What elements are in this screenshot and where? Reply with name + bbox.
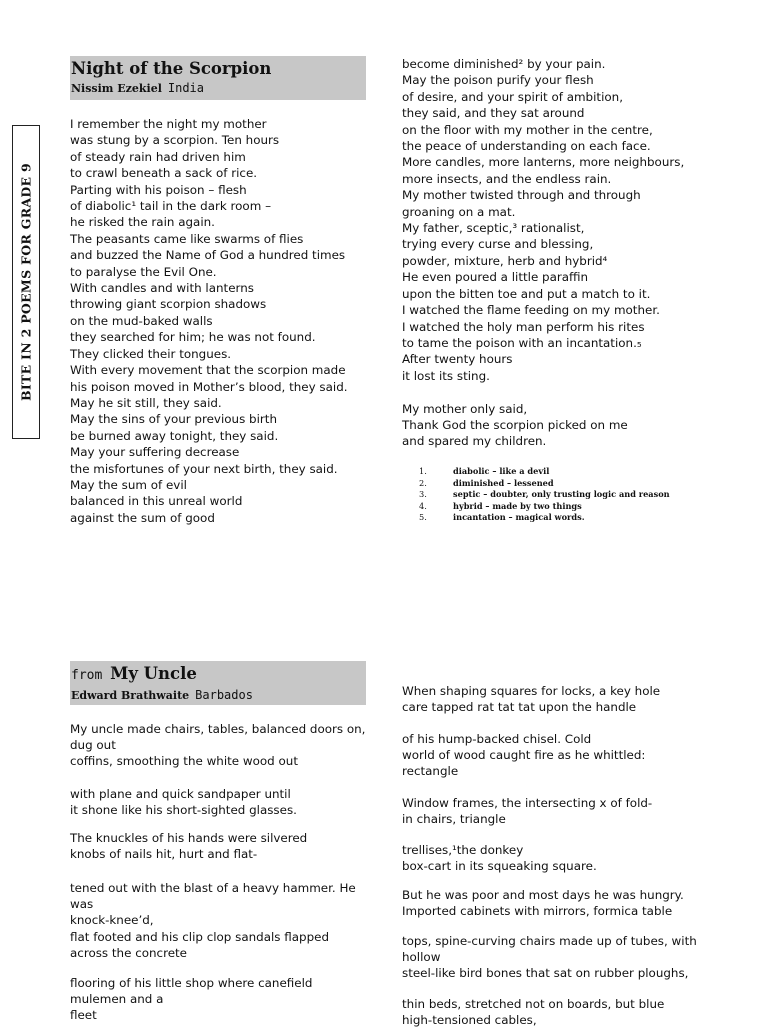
poem2-prefix: from	[71, 668, 103, 683]
poem-line: the misfortunes of your next birth, they said.	[70, 461, 338, 476]
poem-line: They clicked their tongues.	[70, 346, 232, 361]
poem-line: fleet	[70, 1008, 97, 1023]
poem-line: world of wood caught fire as he whittled:	[402, 748, 646, 763]
poem-line: on the floor with my mother in the centre,	[402, 122, 653, 137]
poem-line: groaning on a mat.	[402, 204, 516, 219]
footnote-text: incantation – magical words.	[453, 512, 585, 522]
poem-line: My mother twisted through and through	[402, 188, 641, 203]
footnote-text: diabolic – like a devil	[453, 466, 550, 476]
footnote	[419, 478, 670, 490]
stanza	[70, 786, 370, 818]
poem-line: balanced in this unreal world	[70, 494, 243, 509]
poem-line: more insects, and the endless rain.	[402, 171, 612, 186]
stanza	[402, 842, 702, 874]
poem-line: thin beds, stretched not on boards, but blue	[402, 997, 665, 1011]
poem-line: I watched the holy man perform his rites	[402, 319, 645, 334]
poem-line: trellises,¹the donkey	[402, 843, 524, 857]
footnote-number: 2.	[419, 477, 427, 488]
footnote-text: diminished – lessened	[453, 477, 554, 488]
poem1-byline	[71, 80, 366, 97]
stanza	[402, 683, 702, 715]
poem-line: When shaping squares for locks, a key hole	[402, 684, 661, 698]
poem1-title-box	[70, 56, 366, 100]
footnote	[419, 466, 670, 478]
poem2-author: Edward Brathwaite	[71, 689, 190, 702]
poem-line: to paralyse the Evil One.	[70, 264, 217, 279]
stanza	[70, 721, 370, 770]
poem-line: tops, spine-curving chairs made up of tubes, with	[402, 934, 697, 948]
poem-line: of his hump-backed chisel. Cold	[402, 732, 592, 746]
poem-line: My father, sceptic,³ rationalist,	[402, 221, 585, 236]
poem-line: knobs of nails hit, hurt and flat-	[70, 847, 258, 862]
poem-line: was stung by a scorpion. Ten hours	[70, 133, 280, 148]
poem-line: More candles, more lanterns, more neighbours,	[402, 155, 685, 170]
poem2-title: My Uncle	[110, 664, 197, 683]
poem2-byline	[71, 687, 366, 704]
poem-line: care tapped rat tat tat upon the handle	[402, 700, 637, 715]
poem-line: throwing giant scorpion shadows	[70, 297, 267, 312]
poem-line: and buzzed the Name of God a hundred times	[70, 248, 346, 263]
poem2-country: Barbados	[195, 688, 253, 702]
poem1-left-column	[70, 116, 348, 526]
poem-line: My uncle made chairs, tables, balanced doors on,	[70, 722, 366, 736]
poem-line: was	[70, 897, 94, 912]
poem-line: Imported cabinets with mirrors, formica table	[402, 904, 673, 919]
poem-line: across the concrete	[70, 945, 187, 960]
poem-line: The peasants came like swarms of flies	[70, 231, 304, 246]
poem-line: With every movement that the scorpion made	[70, 363, 346, 378]
poem2-heading	[71, 663, 366, 687]
footnote	[419, 501, 670, 513]
poem-line: steel-like bird bones that sat on rubber ploughs,	[402, 966, 689, 981]
stanza	[402, 887, 702, 919]
poem-line: with plane and quick sandpaper until	[70, 787, 291, 801]
poem-line: May he sit still, they said.	[70, 395, 222, 410]
poem-line: on the mud-baked walls	[70, 313, 213, 328]
poem-line: they searched for him; he was not found.	[70, 330, 316, 345]
poem-line: the peace of understanding on each face.	[402, 139, 651, 154]
poem-line	[402, 384, 684, 400]
footnote-text: septic – doubter, only trusting logic and reason	[453, 489, 670, 499]
footnote-number: 5.	[419, 512, 427, 522]
poem1-right-column	[402, 56, 684, 450]
poem-line: May the sum of evil	[70, 477, 187, 492]
poem1-title: Night of the Scorpion	[71, 59, 272, 78]
poem-line: But he was poor and most days he was hungry.	[402, 888, 684, 902]
stanza	[70, 975, 370, 1024]
footnote-number: 1.	[419, 466, 427, 476]
stanza	[402, 933, 702, 982]
poem-line: May the sins of your previous birth	[70, 412, 277, 427]
poem-line: his poison moved in Mother’s blood, they said.	[70, 379, 348, 394]
footnote	[419, 512, 670, 524]
poem-line: Thank God the scorpion picked on me	[402, 417, 628, 432]
poem-line: they said, and they sat around	[402, 106, 585, 121]
poem-line: to crawl beneath a sack of rice.	[70, 166, 258, 181]
poem-line: trying every curse and blessing,	[402, 237, 594, 252]
poem-line: high-tensioned cables,	[402, 1013, 537, 1028]
poem-line: powder, mixture, herb and hybrid⁴	[402, 253, 608, 268]
poem-line: against the sum of good	[70, 510, 215, 525]
footnote	[419, 489, 670, 501]
stanza	[402, 996, 702, 1028]
poem-line: of diabolic¹ tail in the dark room –	[70, 199, 272, 214]
poem-line: upon the bitten toe and put a match to it.	[402, 286, 651, 301]
poem-line: and spared my children.	[402, 434, 547, 449]
poem-line: He even poured a little paraffin	[402, 270, 589, 285]
poem-line: mulemen and a	[70, 992, 164, 1007]
footnote-text: hybrid – made by two things	[453, 500, 582, 511]
poem-line: it lost its sting.	[402, 368, 490, 383]
poem-line: I watched the flame feeding on my mother.	[402, 303, 660, 318]
poem-line: knock-knee’d,	[70, 913, 154, 928]
poem-line: tened out with the blast of a heavy hammer. He	[70, 881, 356, 895]
side-label-text: BITE IN 2 POEMS FOR GRADE 9	[18, 162, 34, 402]
poem-line: he risked the rain again.	[70, 215, 215, 230]
poem-line: coffins, smoothing the white wood out	[70, 754, 298, 769]
poem1-author: Nissim Ezekiel	[71, 82, 162, 95]
stanza	[402, 731, 702, 780]
footnote-number: 3.	[419, 489, 427, 499]
poem2-title-box	[70, 661, 366, 705]
poem-line: The knuckles of his hands were silvered	[70, 831, 308, 845]
poem-line: rectangle	[402, 764, 459, 779]
footnote-number: 4.	[419, 500, 427, 511]
poem-line: Parting with his poison – flesh	[70, 182, 247, 197]
poem-line: in chairs, triangle	[402, 812, 506, 827]
poem-line: flooring of his little shop where canefield	[70, 976, 313, 990]
poem-line: flat footed and his clip clop sandals flapped	[70, 929, 330, 944]
poem-line: dug out	[70, 738, 116, 753]
poem-line: Window frames, the intersecting x of fold-	[402, 796, 653, 810]
stanza	[402, 795, 702, 827]
poem-line: become diminished² by your pain.	[402, 57, 606, 71]
poem-line: of steady rain had driven him	[70, 149, 246, 164]
poem-line: After twenty hours	[402, 352, 513, 367]
poem-line: hollow	[402, 950, 441, 965]
poem-line: be burned away tonight, they said.	[70, 428, 279, 443]
poem-line: I remember the night my mother	[70, 117, 267, 131]
poem1-country: India	[167, 81, 204, 95]
poem-line: May the poison purify your flesh	[402, 73, 594, 88]
poem-line: of desire, and your spirit of ambition,	[402, 89, 623, 104]
poem-line: to tame the poison with an incantation.₅	[402, 335, 642, 350]
poem1-footnotes	[419, 466, 670, 524]
stanza	[70, 830, 370, 862]
stanza	[70, 880, 370, 961]
poem-line: it shone like his short-sighted glasses.	[70, 803, 297, 818]
side-label-box	[12, 125, 40, 439]
poem-line: My mother only said,	[402, 401, 528, 416]
poem-line: May your suffering decrease	[70, 445, 240, 460]
poem-line: box-cart in its squeaking square.	[402, 859, 597, 874]
poem-line: With candles and with lanterns	[70, 281, 254, 296]
